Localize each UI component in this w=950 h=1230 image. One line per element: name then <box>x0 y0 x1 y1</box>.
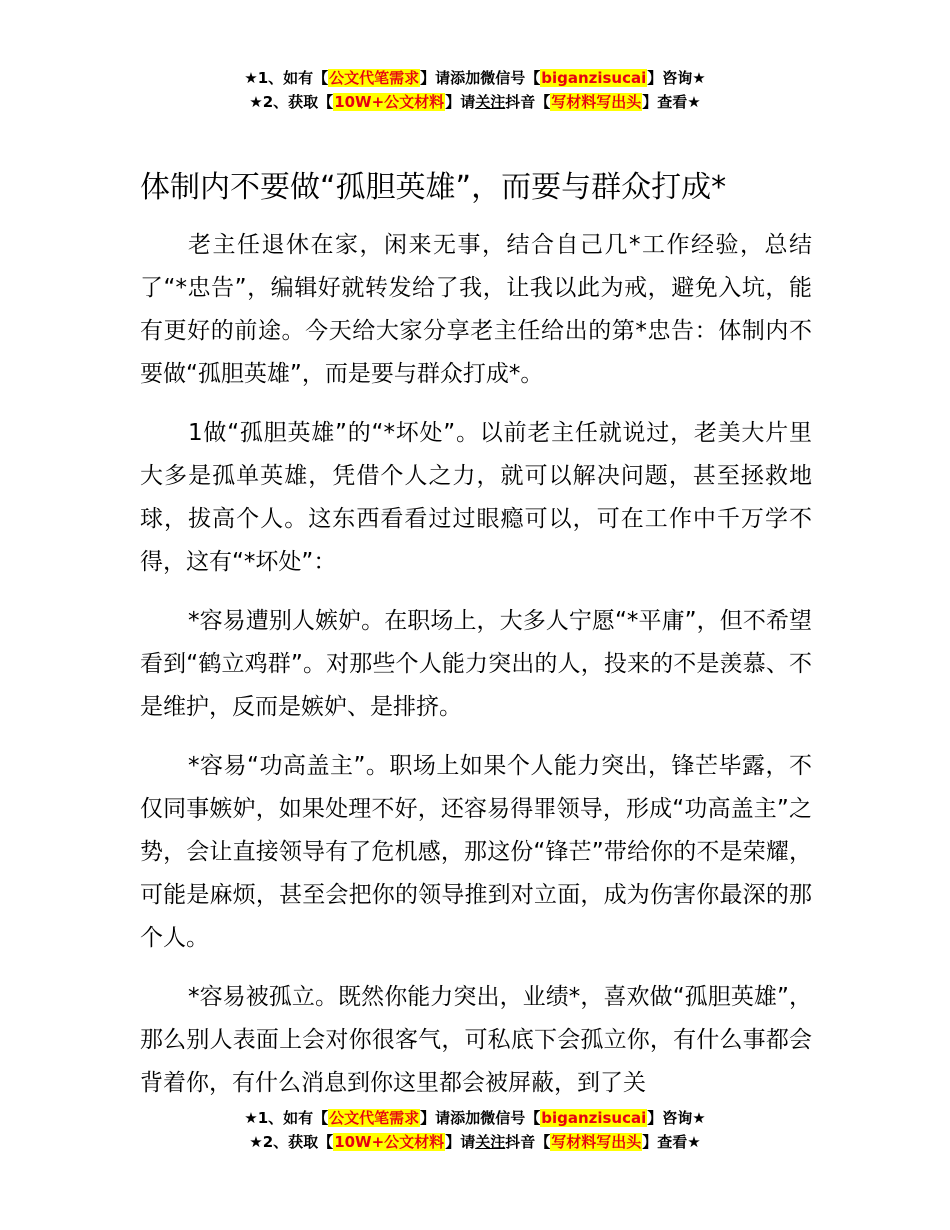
banner-line1-mid2: 微信号【 <box>480 69 541 87</box>
footer-line1-mid2: 微信号【 <box>480 1109 541 1127</box>
banner-line1-prefix: ★1、如有【 <box>244 69 329 87</box>
banner-line2-prefix: ★2、获取【 <box>249 93 334 111</box>
paragraph-4: *容易“功高盖主”。职场上如果个人能力突出，锋芒毕露，不仅同事嫉妒，如果处理不好，还容易得罪领导，形成“功高盖主”之势，会让直接领导有了危机感，那这份“锋芒”带给你的不是荣耀，可能是麻烦，甚至会把你的领导推到对立面，成为伤害你最深的那个人。 <box>140 753 812 951</box>
footer-line1-mid1: 】请添 <box>420 1109 466 1127</box>
banner-line-1 <box>0 66 950 90</box>
footer-line1-highlight-service: 公文代笔需求 <box>329 1109 420 1127</box>
banner-line2-suffix: 】查看★ <box>642 93 701 111</box>
banner-line1-highlight-service: 公文代笔需求 <box>329 69 420 87</box>
document-title: 体制内不要做“孤胆英雄”，而要与群众打成* <box>140 170 727 205</box>
footer-line2-highlight-materials: 10W+公文材料 <box>334 1133 445 1151</box>
header-banner <box>0 66 950 114</box>
footer-line1-bold-word: 加 <box>465 1109 481 1127</box>
footer-line2-highlight-account: 写材料写出头 <box>551 1133 642 1151</box>
banner-line-2 <box>0 90 950 114</box>
banner-line1-bold-word: 加 <box>465 69 481 87</box>
footer-banner-line-2 <box>0 1130 950 1154</box>
banner-line2-highlight-account: 写材料写出头 <box>551 93 642 111</box>
footer-banner-line-1 <box>0 1106 950 1130</box>
footer-line2-mid1: 】请 <box>445 1133 476 1151</box>
footer-line2-prefix: ★2、获取【 <box>249 1133 334 1151</box>
banner-line2-mid2: 抖音【 <box>505 93 551 111</box>
footer-line1-highlight-wechat-id: biganzisucai <box>541 1109 647 1127</box>
footer-line1-prefix: ★1、如有【 <box>244 1109 329 1127</box>
banner-line2-highlight-materials: 10W+公文材料 <box>334 93 445 111</box>
banner-line1-highlight-wechat-id: biganzisucai <box>541 69 647 87</box>
banner-line1-suffix: 】咨询★ <box>647 69 706 87</box>
paragraph-2: 1做“孤胆英雄”的“*坏处”。以前老主任就说过，老美大片里大多是孤单英雄，凭借个人之力，就可以解决问题，甚至拯救地球，拔高个人。这东西看看过过眼瘾可以，可在工作中千万学不得，这有“*坏处”： <box>140 420 812 575</box>
footer-line1-suffix: 】咨询★ <box>647 1109 706 1127</box>
footer-line2-underline-word: 关注 <box>475 1133 506 1151</box>
banner-line1-mid1: 】请添 <box>420 69 466 87</box>
document-body <box>140 224 812 1121</box>
footer-banner <box>0 1106 950 1154</box>
banner-line2-underline-word: 关注 <box>475 93 506 111</box>
paragraph-3: *容易遭别人嫉妒。在职场上，大多人宁愿“*平庸”，但不希望看到“鹤立鸡群”。对那些个人能力突出的人，投来的不是羡慕、不是维护，反而是嫉妒、是排挤。 <box>140 608 812 720</box>
paragraph-5: *容易被孤立。既然你能力突出，业绩*，喜欢做“孤胆英雄”，那么别人表面上会对你很客气，可私底下会孤立你，有什么事都会背着你，有什么消息到你这里都会被屏蔽，到了关 <box>140 984 812 1096</box>
footer-line2-suffix: 】查看★ <box>642 1133 701 1151</box>
banner-line2-mid1: 】请 <box>445 93 476 111</box>
footer-line2-mid2: 抖音【 <box>505 1133 551 1151</box>
paragraph-1: 老主任退休在家，闲来无事，结合自己几*工作经验，总结了“*忠告”，编辑好就转发给了我，让我以此为戒，避免入坑，能有更好的前途。今天给大家分享老主任给出的第*忠告：体制内不要做“孤胆英雄”，而是要与群众打成*。 <box>140 232 812 387</box>
